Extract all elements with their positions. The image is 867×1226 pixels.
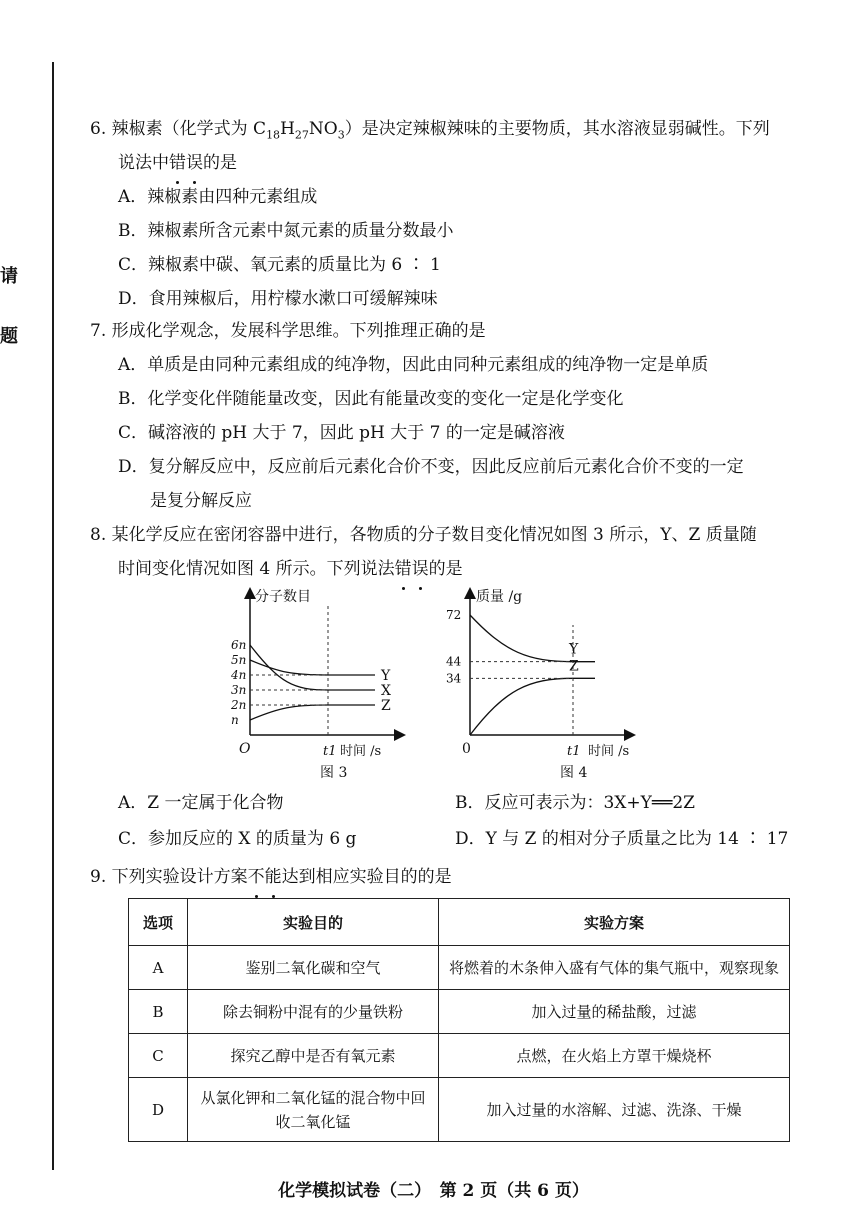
question-9: 9. 下列实验设计方案不能达到相应实验目的的是: [90, 860, 795, 894]
series-label-X: X: [381, 683, 391, 699]
emphasis-char: 误: [186, 146, 203, 180]
y-tick-label: 5n: [231, 653, 247, 667]
figure-caption: 图 4: [560, 765, 588, 781]
x-axis-label: 时间 /s: [340, 744, 382, 759]
question-8: 8. 某化学反应在密闭容器中进行，各物质的分子数目变化情况如图 3 所示，Y、Z 质量随: [90, 525, 757, 545]
emphasis-char: 错: [169, 146, 186, 180]
table-row: D 从氯化钾和二氧化锰的混合物中回收二氧化锰 加入过量的水溶解、过滤、洗涤、干燥: [129, 1078, 790, 1142]
q6-option-d: D．食用辣椒后，用柠檬水漱口可缓解辣味: [118, 289, 438, 309]
figure-4-chart: [440, 585, 660, 785]
emphasis-char: 误: [412, 552, 429, 586]
y-axis-label: 质量 /g: [476, 589, 523, 605]
side-char-qing: 请: [0, 266, 18, 287]
series-line-Z: [470, 678, 595, 735]
emphasis-char: 能: [265, 860, 282, 894]
q7-option-c: C．碱溶液的 pH 大于 7，因此 pH 大于 7 的一定是碱溶液: [118, 423, 565, 443]
origin-label: O: [239, 741, 251, 757]
q8-option-d: D．Y 与 Z 的相对分子质量之比为 14 ∶ 17: [455, 829, 789, 849]
origin-label: 0: [462, 741, 471, 757]
emphasis-char: 不: [248, 860, 265, 894]
x-tick-t1: t1: [323, 744, 337, 759]
emphasis-char: 错: [395, 552, 412, 586]
series-label-Z: Z: [569, 658, 579, 675]
table-row: B 除去铜粉中混有的少量铁粉 加入过量的稀盐酸，过滤: [129, 990, 790, 1034]
series-label-Y: Y: [381, 668, 391, 684]
x-axis-label: 时间 /s: [588, 744, 630, 759]
figure-3-chart: [225, 585, 415, 785]
q7-option-d-continued: 是复分解反应: [150, 491, 252, 511]
header-option: 选项: [129, 899, 188, 946]
header-plan: 实验方案: [439, 899, 790, 946]
y-tick-label: 3n: [231, 683, 247, 697]
y-tick-label: 34: [446, 671, 462, 686]
q6-option-b: B．辣椒素所含元素中氮元素的质量分数最小: [118, 221, 454, 241]
question-number: 8.: [90, 525, 107, 545]
question-6-line2: 说法中错误的是: [118, 146, 798, 180]
table-row: A 鉴别二氧化碳和空气 将燃着的木条伸入盛有气体的集气瓶中，观察现象: [129, 946, 790, 990]
question-number: 6.: [90, 119, 107, 139]
q7-option-a: A．单质是由同种元素组成的纯净物，因此由同种元素组成的纯净物一定是单质: [118, 355, 709, 375]
question-6: 6. 辣椒素（化学式为 $C_{18}H_{27}NO_3$）是决定辣椒辣味的主要物质，其水溶液显弱碱性。下列: [90, 119, 770, 142]
y-tick-label: 6n: [231, 638, 247, 652]
series-label-Z: Z: [381, 698, 391, 714]
x-tick-t1: t1: [567, 744, 581, 759]
series-label-Y: Y: [569, 641, 579, 658]
binding-margin-line: [52, 62, 54, 1170]
y-tick-label: 2n: [231, 698, 247, 712]
question-8-line2: 时间变化情况如图 4 所示。下列说法错误的是: [118, 552, 798, 586]
page-footer: 化学模拟试卷（二） 第 2 页（共 6 页）: [278, 1181, 589, 1201]
header-purpose: 实验目的: [188, 899, 439, 946]
y-axis-label: 分子数目: [255, 589, 311, 605]
question-number: 9.: [90, 867, 107, 887]
y-tick-label: n: [231, 713, 239, 727]
question-number: 7.: [90, 321, 107, 341]
q7-option-d: D．复分解反应中，反应前后元素化合价不变，因此反应前后元素化合价不变的一定: [118, 457, 744, 477]
series-line-Z: [250, 705, 375, 720]
q8-option-b: B．反应可表示为：3X+Y══2Z: [455, 793, 695, 813]
experiment-table: [128, 898, 790, 1142]
y-tick-label: 4n: [231, 668, 247, 682]
series-line-Y: [250, 660, 375, 675]
q8-option-c: C．参加反应的 X 的质量为 6 g: [118, 829, 357, 849]
figure-caption: 图 3: [320, 765, 348, 781]
question-7: 7. 形成化学观念，发展科学思维。下列推理正确的是: [90, 321, 486, 341]
q8-option-a: A．Z 一定属于化合物: [118, 793, 284, 813]
y-tick-label: 44: [446, 654, 462, 669]
side-char-ti: 题: [0, 326, 18, 347]
q7-option-b: B．化学变化伴随能量改变，因此有能量改变的变化一定是化学变化: [118, 389, 624, 409]
q6-option-c: C．辣椒素中碳、氧元素的质量比为 6 ∶ 1: [118, 255, 441, 275]
table-header-row: [129, 899, 790, 946]
q6-option-a: A．辣椒素由四种元素组成: [118, 187, 318, 207]
y-tick-label: 72: [446, 608, 462, 622]
table-row: C 探究乙醇中是否有氧元素 点燃，在火焰上方罩干燥烧杯: [129, 1034, 790, 1078]
